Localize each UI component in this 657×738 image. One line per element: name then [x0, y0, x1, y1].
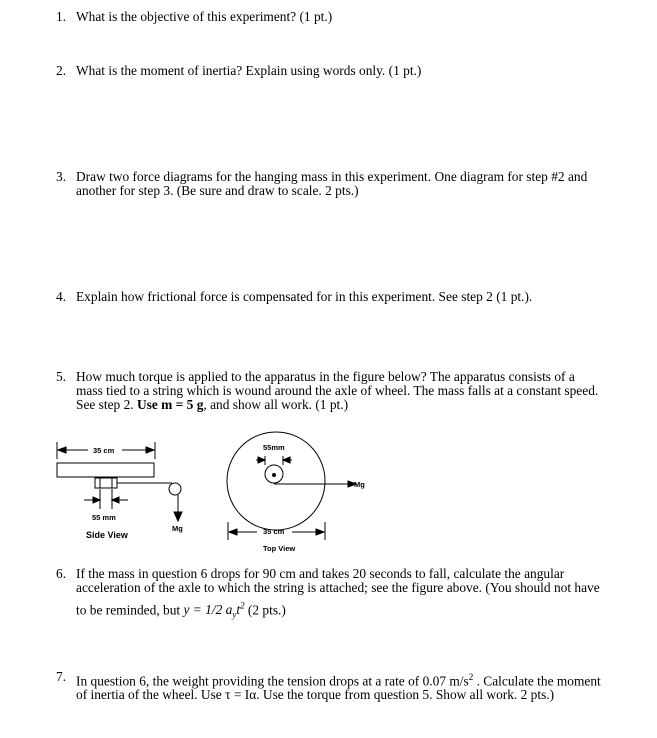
question-number: 7. [56, 669, 67, 684]
side-width-label: 35 cm [93, 446, 115, 455]
question-number: 4. [56, 289, 67, 304]
text-run: See step 2. [76, 397, 137, 412]
question-text-line [76, 599, 616, 622]
question-text-line: mass tied to a string which is wound around the axle of wheel. The mass falls at a constant speed. [76, 383, 599, 398]
question-text-line: of inertia of the wheel. Use τ = Iα. Use the torque from question 5. Show all work. 2 pts.) [76, 687, 555, 703]
top-mass-label: Mg [354, 480, 365, 489]
question-text-line: In question 6, the weight providing the tension drops at a rate of 0.07 $m/s^2$ . Calculate the moment [76, 672, 601, 689]
top-axle-label: 55mm [263, 443, 285, 452]
arrowhead [146, 447, 154, 453]
text-run: (2 pts.) [244, 602, 286, 618]
question-number: 1. [56, 9, 67, 24]
question-number: 2. [56, 63, 67, 78]
question-text-line: How much torque is applied to the apparatus in the figure below? The apparatus consists of a [76, 369, 575, 384]
side-mass-label: Mg [172, 524, 183, 533]
top-width-label: 35 cm [263, 527, 285, 536]
text-run: , and show all work. (1 pt.) [203, 397, 349, 412]
arrowhead [58, 447, 66, 453]
given-mass: Use m = 5 g [137, 397, 204, 412]
question-number: 5. [56, 369, 67, 384]
question-text: What is the objective of this experiment? (1 pt.) [76, 9, 333, 24]
kinematics-formula: y = 1/2 $a_yt^2$ [183, 601, 245, 621]
question-text: What is the moment of inertia? Explain using words only. (1 pt.) [76, 63, 422, 78]
question-7 [56, 670, 616, 702]
side-axle-label: 55 mm [92, 513, 116, 522]
question-text-line: Draw two force diagrams for the hanging mass in this experiment. One diagram for step #2 and [76, 169, 588, 184]
question-text-line: If the mass in question 6 drops for 90 cm and takes 20 seconds to fall, calculate the angular [76, 566, 565, 581]
axle-side [95, 478, 117, 488]
side-view-caption: Side View [86, 530, 128, 540]
question-number: 3. [56, 169, 67, 184]
weight-arrow [174, 512, 182, 521]
pulley [169, 483, 181, 495]
question-text: Explain how frictional force is compensated for in this experiment. See step 2 (1 pt.). [76, 289, 533, 304]
question-text-line: another for step 3. (Be sure and draw to scale. 2 pts.) [76, 183, 359, 198]
question-text-line: acceleration of the axle to which the string is attached; see the figure above. (You should not have [76, 580, 600, 595]
text-run: to be reminded, but [76, 602, 184, 618]
question-6 [56, 567, 616, 622]
top-view-caption: Top View [263, 544, 296, 553]
wheel-side [57, 463, 154, 477]
question-number: 6. [56, 566, 67, 581]
